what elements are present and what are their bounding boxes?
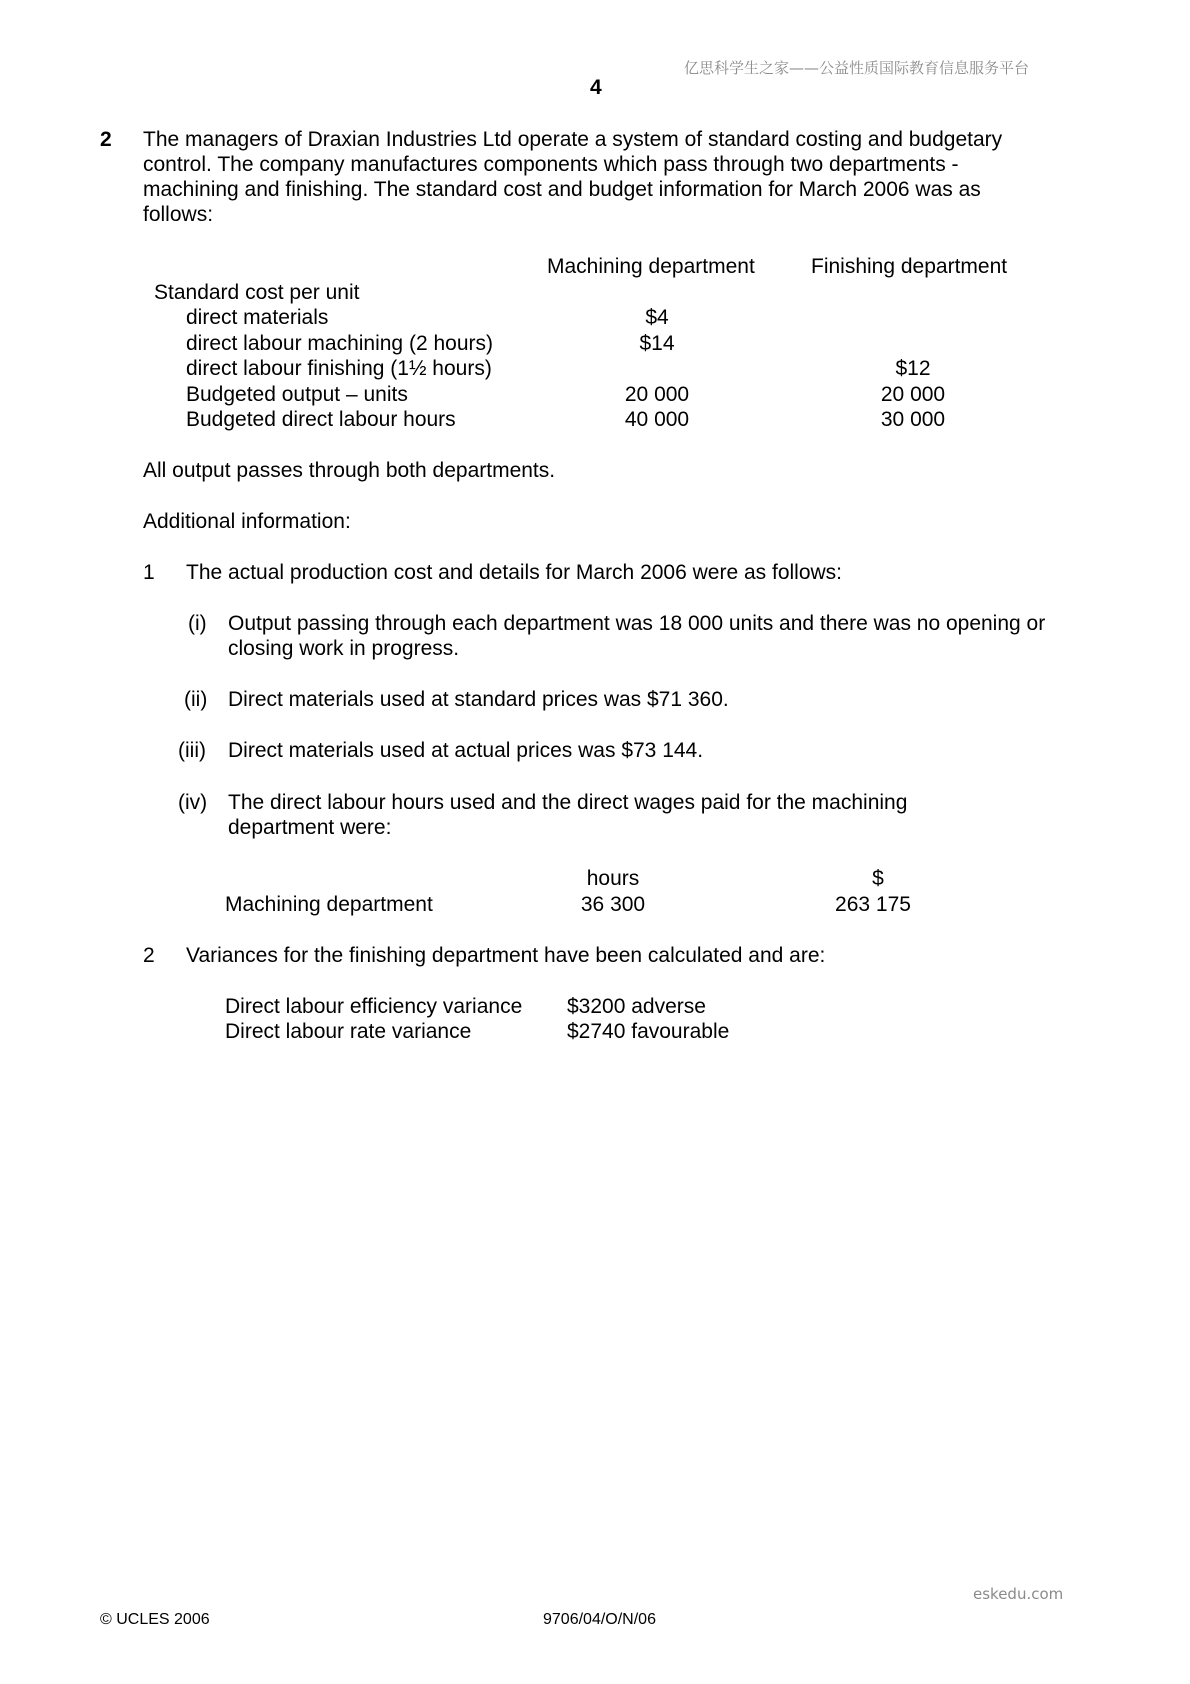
subitem-line: The direct labour hours used and the direct wages paid for the machining bbox=[228, 791, 908, 814]
intro-line: follows: bbox=[143, 203, 214, 226]
all-output-note: All output passes through both departments. bbox=[143, 459, 556, 482]
subitem-label: (iii) bbox=[178, 739, 206, 762]
subitem-label: (i) bbox=[188, 612, 207, 635]
subitem-line: Direct materials used at standard prices was $71 360. bbox=[228, 688, 729, 711]
page-number: 4 bbox=[590, 76, 602, 99]
item-1-number: 1 bbox=[143, 561, 155, 584]
table-row-label: Budgeted output – units bbox=[186, 383, 408, 406]
table-row-label: direct labour finishing (1½ hours) bbox=[186, 357, 492, 380]
variance-value: $3200 adverse bbox=[567, 995, 706, 1018]
table-cell-finishing: $12 bbox=[895, 357, 931, 380]
labour-col-amount: $ bbox=[872, 867, 884, 890]
intro-line: The managers of Draxian Industries Ltd operate a system of standard costing and budgetary bbox=[143, 128, 1003, 151]
col-header-machining: Machining department bbox=[547, 255, 755, 278]
table-cell-machining: 20 000 bbox=[624, 383, 690, 406]
variance-label: Direct labour efficiency variance bbox=[225, 995, 523, 1018]
table-cell-finishing: 20 000 bbox=[880, 383, 946, 406]
table-row-label: direct labour machining (2 hours) bbox=[186, 332, 493, 355]
intro-line: control. The company manufactures components which pass through two departments - bbox=[143, 153, 959, 176]
item-1-text: The actual production cost and details for March 2006 were as follows: bbox=[186, 561, 843, 584]
site-watermark: eskedu.com bbox=[973, 1585, 1064, 1603]
subitem-line: Direct materials used at actual prices was $73 144. bbox=[228, 739, 704, 762]
item-2-number: 2 bbox=[143, 944, 155, 967]
variance-value: $2740 favourable bbox=[567, 1020, 730, 1043]
labour-row-label: Machining department bbox=[225, 893, 433, 916]
question-intro bbox=[143, 127, 1103, 227]
subitem-line: department were: bbox=[228, 816, 392, 839]
labour-hours-value: 36 300 bbox=[580, 893, 646, 916]
subitem-line: Output passing through each department was 18 000 units and there was no opening or bbox=[228, 612, 1046, 635]
table-cell-machining: 40 000 bbox=[624, 408, 690, 431]
table-section-label: Standard cost per unit bbox=[154, 281, 360, 304]
question-number: 2 bbox=[100, 128, 112, 151]
table-row-label: Budgeted direct labour hours bbox=[186, 408, 456, 431]
table-cell-machining: $4 bbox=[645, 306, 669, 329]
footer-copyright: © UCLES 2006 bbox=[100, 1611, 210, 1628]
labour-amount-value: 263 175 bbox=[835, 893, 911, 916]
intro-line: machining and finishing. The standard cost and budget information for March 2006 was as bbox=[143, 178, 981, 201]
table-cell-finishing: 30 000 bbox=[880, 408, 946, 431]
subitem-label: (iv) bbox=[178, 791, 208, 814]
labour-col-hours: hours bbox=[586, 867, 640, 890]
item-2-text: Variances for the finishing department have been calculated and are: bbox=[186, 944, 826, 967]
col-header-finishing: Finishing department bbox=[811, 255, 1008, 278]
footer-code: 9706/04/O/N/06 bbox=[543, 1611, 656, 1628]
additional-info-label: Additional information: bbox=[143, 510, 351, 533]
table-cell-machining: $14 bbox=[639, 332, 675, 355]
header-watermark: 亿思科学生之家——公益性质国际教育信息服务平台 bbox=[684, 59, 1030, 77]
subitem-label: (ii) bbox=[184, 688, 208, 711]
subitem-line: closing work in progress. bbox=[228, 637, 460, 660]
variance-label: Direct labour rate variance bbox=[225, 1020, 472, 1043]
table-row-label: direct materials bbox=[186, 306, 329, 329]
